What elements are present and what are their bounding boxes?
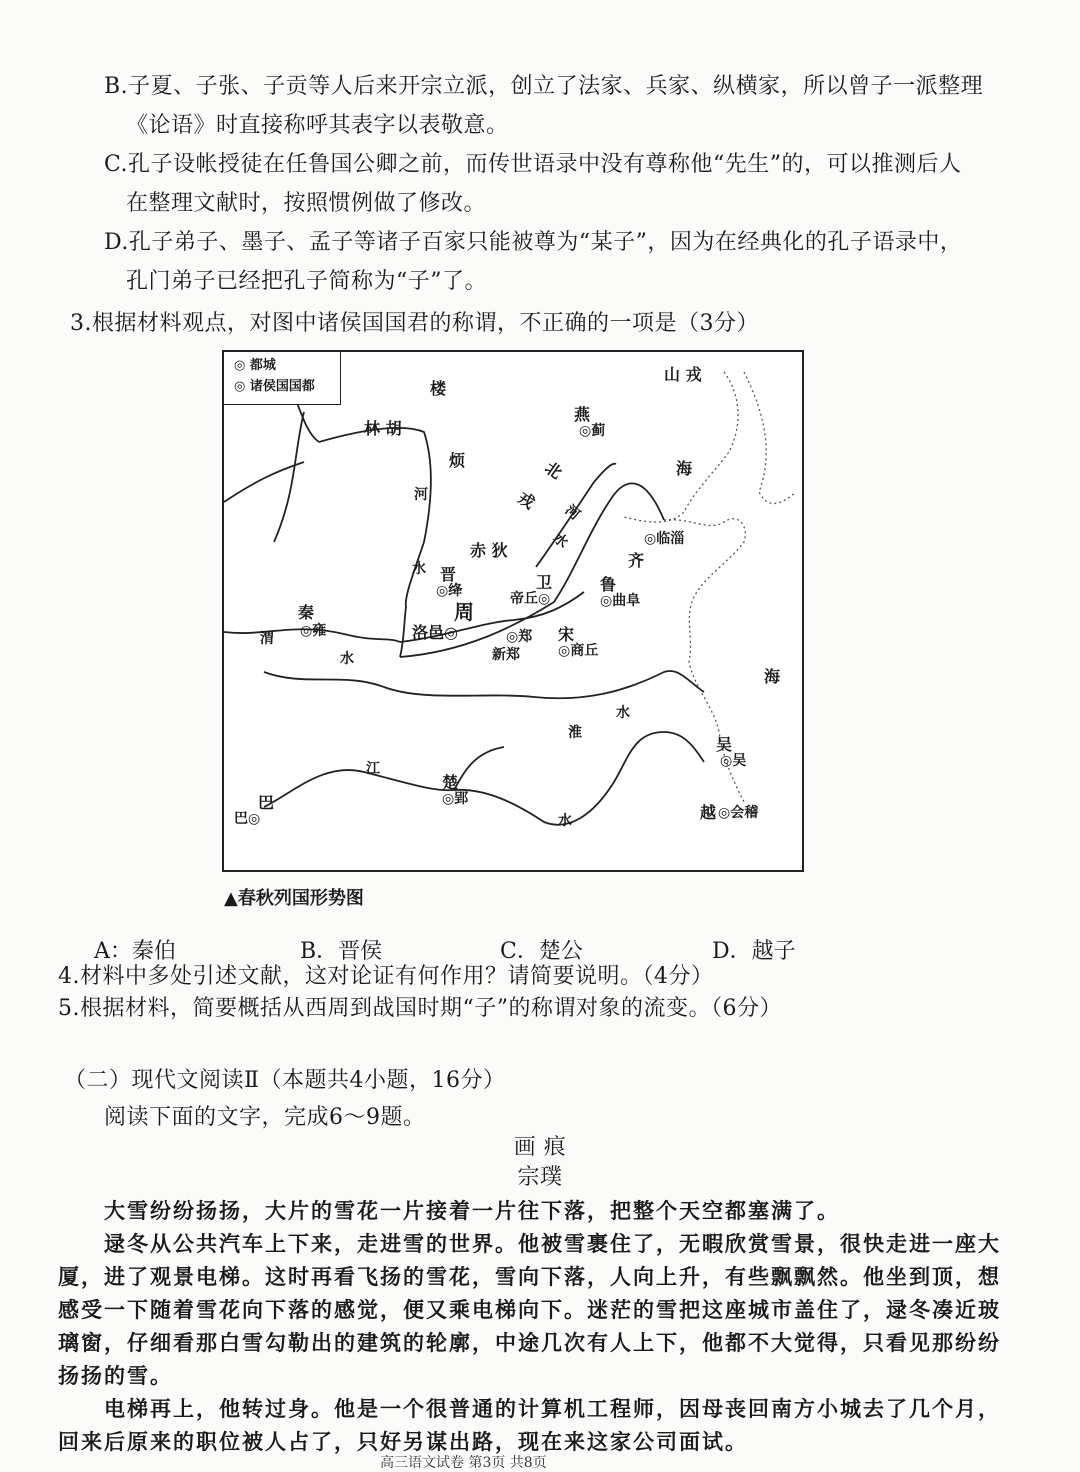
- story-author: 宗璞: [517, 1165, 563, 1190]
- paragraph-3-line1: 电梯再上，他转过身。他是一个很普通的计算机工程师，因母丧回南方小城去了几个月，: [104, 1396, 1001, 1421]
- label-qufu-text: 曲阜: [612, 593, 641, 609]
- capital-symbol-icon: ◎: [234, 358, 246, 373]
- label-rong: 戎: [514, 487, 539, 513]
- label-shangqiu-text: 商丘: [570, 643, 599, 659]
- page-footer: 高三语文试卷 第3页 共8页: [380, 1455, 547, 1471]
- label-jiang-text: 绛: [448, 583, 463, 599]
- label-linzi-text: 临淄: [656, 531, 685, 547]
- map-caption: ▲春秋列国形势图: [224, 888, 364, 909]
- section-2-heading: （二）现代文阅读Ⅱ（本题共4小题，16分）: [64, 1068, 506, 1093]
- label-ba: 巴: [258, 793, 275, 812]
- label-luoyi-text: 洛邑: [412, 623, 445, 642]
- label-he-west: 河: [414, 487, 428, 503]
- label-ba-city-text: 巴: [234, 811, 248, 827]
- legend-state-capital-label: 诸侯国国都: [249, 379, 315, 394]
- label-xinzheng: 新郑: [492, 647, 520, 663]
- label-yong-text: 雍: [312, 623, 327, 639]
- label-diqiu-text: 帝丘: [510, 591, 538, 607]
- q3-option-a: A：秦伯: [94, 939, 176, 964]
- label-shangqiu: ◎商丘: [558, 643, 599, 659]
- label-shui-west: 水: [412, 561, 426, 577]
- label-qi: 齐: [628, 551, 645, 570]
- label-linhu: 林 胡: [364, 419, 402, 438]
- label-wu-city: ◎吴: [720, 753, 747, 769]
- label-hai-north: 海: [676, 459, 693, 478]
- legend-state-capital-row: [234, 377, 315, 397]
- option-d-line2: 孔门弟子已经把孔子简称为“子”了。: [126, 269, 487, 294]
- label-huai: 淮: [568, 725, 582, 741]
- label-kuaiji-text: 会稽: [730, 805, 759, 821]
- option-b-line2: 《论语》时直接称呼其表字以表敬意。: [126, 113, 509, 138]
- paragraph-2-line5: 扬扬的雪。: [58, 1363, 173, 1388]
- label-yue: 越: [700, 803, 717, 822]
- option-c-line1: C.孔子设帐授徒在任鲁国公卿之前，而传世语录中没有尊称他“先生”的，可以推测后人: [104, 152, 962, 177]
- paragraph-2-line2: 厦，进了观景电梯。这时再看飞扬的雪花，雪向下落，人向上升，有些飘飘然。他坐到顶，想: [58, 1264, 1001, 1289]
- label-he-east: 河: [561, 502, 583, 524]
- paragraph-2-line3: 感受一下随着雪花向下落的感觉，便又乘电梯向下。迷茫的雪把这座城市盖住了，逯冬凑近玻: [58, 1297, 1001, 1322]
- label-shui-wei: 水: [340, 651, 354, 667]
- label-zheng: ◎郑: [506, 629, 533, 645]
- q3-option-c: C．楚公: [500, 939, 583, 964]
- label-yan: 燕: [574, 405, 591, 424]
- label-zheng-text: 郑: [518, 629, 533, 645]
- label-shui-east: 水: [549, 530, 571, 552]
- state-capital-symbol-icon: ◎: [234, 379, 246, 394]
- paragraph-2-line1: 逯冬从公共汽车上下来，走进雪的世界。他被雪裹住了，无暇欣赏雪景，很快走进一座大: [104, 1231, 1001, 1256]
- label-jiang-river: 江: [366, 761, 380, 777]
- paragraph-1: 大雪纷纷扬扬，大片的雪花一片接着一片往下落，把整个天空都塞满了。: [104, 1198, 840, 1223]
- option-c-line2: 在整理文献时，按照惯例做了修改。: [126, 191, 487, 216]
- story-title: 画 痕: [513, 1135, 567, 1160]
- label-lou: 楼: [430, 379, 447, 398]
- option-d-line1: D.孔子弟子、墨子、孟子等诸子百家只能被尊为“某子”，因为在经典化的孔子语录中，: [104, 230, 963, 255]
- label-luoyi: 洛邑◎: [412, 623, 458, 642]
- q3-option-b: B．晋侯: [300, 939, 383, 964]
- label-hai-east: 海: [764, 667, 781, 686]
- label-linzi: ◎临淄: [644, 531, 685, 547]
- question-3-stem: 3.根据材料观点，对图中诸侯国国君的称谓，不正确的一项是（3分）: [70, 311, 759, 336]
- label-wu: 吴: [716, 735, 733, 754]
- label-fan: 烦: [449, 451, 466, 470]
- label-wei: 卫: [536, 573, 553, 592]
- label-song: 宋: [558, 625, 575, 644]
- label-qufu: ◎曲阜: [600, 593, 641, 609]
- label-lu: 鲁: [600, 575, 617, 594]
- section-2-instruction: 阅读下面的文字，完成6～9题。: [104, 1105, 426, 1130]
- paragraph-2-line4: 璃窗，仔细看那白雪勾勒出的建筑的轮廓，中途几次有人上下，他都不大觉得，只看见那纷纷: [58, 1330, 1001, 1355]
- label-shui-jiang: 水: [558, 813, 572, 829]
- label-chidi: 赤 狄: [470, 541, 508, 560]
- label-jin: 晋: [440, 565, 457, 584]
- map-legend: [224, 352, 341, 405]
- spring-autumn-map: [222, 350, 804, 872]
- legend-capital-label: 都城: [249, 358, 276, 373]
- question-5: 5.根据材料，简要概括从西周到战国时期“子”的称谓对象的流变。（6分）: [58, 996, 782, 1021]
- legend-capital-row: [234, 356, 276, 376]
- label-ying: ◎郢: [442, 791, 469, 807]
- label-chu: 楚: [442, 773, 459, 792]
- label-zhou: 周: [454, 600, 474, 624]
- label-diqiu: 帝丘◎: [510, 591, 551, 607]
- label-ji: ◎蓟: [579, 423, 606, 439]
- label-qin: 秦: [298, 603, 315, 622]
- label-jiang: ◎绛: [436, 583, 463, 599]
- label-yong: ◎雍: [300, 623, 327, 639]
- option-b-line1: B.子夏、子张、子贡等人后来开宗立派，创立了法家、兵家、纵横家，所以曾子一派整理: [104, 74, 984, 99]
- q3-option-d: D．越子: [712, 939, 796, 964]
- label-kuaiji: ◎会稽: [718, 805, 759, 821]
- label-bei: 北: [541, 457, 566, 483]
- label-shui-huai: 水: [616, 705, 630, 721]
- label-shanrong: 山 戎: [664, 365, 702, 384]
- label-ying-text: 郢: [454, 791, 469, 807]
- label-ji-text: 蓟: [591, 423, 606, 439]
- paragraph-3-line2: 回来后原来的职位被人占了，只好另谋出路，现在来这家公司面试。: [58, 1429, 748, 1454]
- label-ba-city: 巴◎: [234, 811, 261, 827]
- question-4: 4.材料中多处引述文献，这对论证有何作用？请简要说明。（4分）: [58, 964, 714, 989]
- label-wu-city-text: 吴: [732, 753, 747, 769]
- label-wei-river: 渭: [260, 631, 274, 647]
